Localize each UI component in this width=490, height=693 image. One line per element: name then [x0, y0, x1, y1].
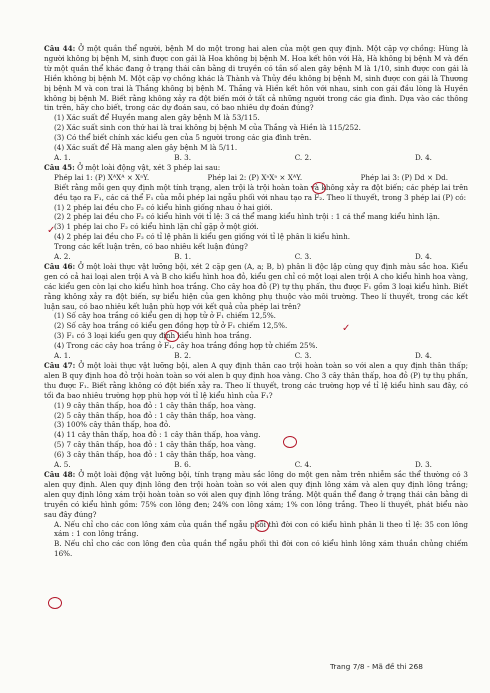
question-46: [44, 262, 468, 312]
question-48-text: Ở một loài động vật lưỡng bội, tính trạng màu sắc lông do một gen nằm trên nhiễm sắc thể thường có 3 alen quy định. Alen quy định lông đen trội hoàn toàn so với alen quy định lông xám và alen quy định lông trắng; alen quy định lông xám trội hoàn toàn so với alen quy định lông trắng. Một quần thể đang ở trạng thái cân bằng di truyền có kiểu hình gồm: 75% con lông đen; 24% con lông xám; 1% con lông trắng. Theo lí thuyết, phát biểu nào sau đây đúng?: [44, 469, 468, 519]
q47-item-4: (4) 11 cây thân thấp, hoa đỏ : 1 cây thân thấp, hoa vàng.: [54, 430, 261, 440]
q45-item-3: (3) 1 phép lai cho F₂ có kiểu hình lặn chỉ gặp ở một giới.: [54, 222, 259, 232]
q44-option-a: A. 1.: [54, 152, 71, 162]
question-44-label: Câu 44:: [44, 44, 76, 53]
pen-circle-q46: [283, 436, 297, 448]
q46-option-c: C. 3.: [294, 351, 312, 361]
q45-options: [44, 252, 468, 262]
q47-option-a: A. 5.: [54, 460, 71, 470]
q46-item-1: (1) Số cây hoa trắng có kiểu gen dị hợp tử ở F₁ chiếm 12,5%.: [54, 311, 276, 321]
pen-circle-q47: [255, 520, 269, 532]
q44-item-1: (1) Xác suất để Huyền mang alen gây bệnh M là 53/115.: [54, 113, 260, 123]
question-45-text: Ở một loài động vật, xét 3 phép lai sau:: [77, 162, 221, 172]
q46-option-a: A. 1.: [54, 351, 71, 361]
question-47: [44, 361, 468, 401]
q44-options: [44, 153, 468, 163]
q45-option-d: D. 4.: [415, 252, 432, 262]
q46-options: [44, 351, 468, 361]
question-45: [44, 163, 468, 173]
q47-item-1: (1) 9 cây thân thấp, hoa đỏ : 1 cây thân thấp, hoa vàng.: [54, 400, 256, 410]
q45-text-2: Biết rằng mỗi gen quy định một tính trạng, alen trội là trội hoàn toàn và không xảy ra đột biến; các phép lai trên đều tạo ra F₁, các cá thể F₁ của mỗi phép lai ngẫu phối với nhau tạo ra F₂. Theo lí thuyết, trong 3 phép lai (P) có:: [54, 182, 468, 202]
q45-cross-1: Phép lai 1: (P) XᴬXᴬ × XᵃY.: [54, 172, 150, 182]
question-47-label: Câu 47:: [44, 361, 76, 370]
question-48-label: Câu 48:: [44, 469, 76, 479]
q46-item-3: (3) F₁ có 3 loại kiểu gen quy định kiểu hình hoa trắng.: [54, 331, 252, 341]
pen-check-mark: ✓: [342, 323, 351, 334]
pen-check-mark-2: ✓: [47, 225, 56, 236]
q45-cross-2: Phép lai 2: (P) XᵃXᵃ × XᴬY.: [207, 172, 303, 182]
pen-circle-q48: [48, 597, 62, 609]
q45-item-1: (1) 2 phép lai đều cho F₂ có kiểu hình giống nhau ở hai giới.: [54, 202, 273, 212]
q46-option-b: B. 2.: [174, 351, 192, 361]
q47-options: [44, 460, 468, 470]
q45-option-b: B. 1.: [174, 252, 192, 262]
q46-option-d: D. 4.: [415, 351, 432, 361]
q44-item-3: (3) Có thể biết chính xác kiểu gen của 5 người trong các gia đình trên.: [54, 133, 312, 143]
pen-circle-q44: [312, 182, 326, 194]
exam-content: [44, 44, 468, 559]
q44-option-d: D. 4.: [415, 152, 432, 162]
question-44-text: Ở một quần thể người, bệnh M do một trong hai alen của một gen quy định. Một cặp vợ chồng: Hùng là người không bị bệnh M, sinh được con gái là Hoa không bị bệnh M. Hoa kết hôn với Hà, Hà không bị bệnh M và đến từ một quần thể khác đang ở trạng thái cân bằng di truyền có tần số alen gây bệnh M là 1/10, sinh được con gái là Hiền không bị bệnh M. Một cặp vợ chồng khác là Thành và Thủy đều không bị bệnh M, sinh được con gái là Thương bị bệnh M và con trai là Thắng không bị bệnh M. Thắng và Hiền kết hôn với nhau, sinh con gái đầu lòng là Huyền không bị bệnh M. Biết rằng không xảy ra đột biến mới ở tất cả những người trong các gia đình. Dựa vào các thông tin trên, hãy cho biết, trong các dự đoán sau, có bao nhiêu dự đoán đúng?: [44, 44, 468, 113]
pen-circle-q45: [165, 330, 179, 342]
q45-option-c: C. 3.: [294, 252, 312, 262]
q46-item-4: (4) Trong các cây hoa trắng ở F₁, cây hoa trắng đồng hợp tử chiếm 25%.: [54, 341, 318, 351]
question-48: [44, 470, 468, 520]
q44-option-b: B. 3.: [174, 152, 192, 162]
q45-option-a: A. 2.: [54, 252, 71, 262]
question-47-text: Ở một loài thực vật lưỡng bội, alen A quy định thân cao trội hoàn toàn so với alen a quy định thân thấp; alen B quy định hoa đỏ trội hoàn toàn so với alen b quy định hoa vàng. Cho 3 cây thân thấp, hoa đỏ (P) tự thụ phấn, thu được F₁. Biết rằng không có đột biến xảy ra. Theo lí thuyết, trong các trường hợp về tỉ lệ kiểu hình sau đây, có tối đa bao nhiêu trường hợp phù hợp với tỉ lệ kiểu hình của F₁?: [44, 361, 468, 400]
question-44: [44, 44, 468, 113]
q44-option-c: C. 2.: [294, 152, 312, 162]
q47-option-d: D. 3.: [415, 460, 432, 470]
q44-item-2: (2) Xác suất sinh con thứ hai là trai không bị bệnh M của Thắng và Hiền là 115/252.: [54, 123, 361, 133]
q47-item-2: (2) 5 cây thân thấp, hoa đỏ : 1 cây thân thấp, hoa vàng.: [54, 410, 256, 420]
q44-item-4: (4) Xác suất để Hà mang alen gây bệnh M là 5/11.: [54, 143, 238, 153]
page-footer: Trang 7/8 - Mã đề thi 268: [330, 662, 423, 671]
question-45-label: Câu 45:: [44, 162, 75, 172]
q48-option-b: B. Nếu chỉ cho các con lông đen của quần thể ngẫu phối thì đời con có kiểu hình lông xám thuần chủng chiếm 16%.: [54, 539, 468, 559]
question-46-label: Câu 46:: [44, 261, 76, 271]
q45-cross-3: Phép lai 3: (P) Dd × Dd.: [360, 172, 448, 182]
q45-item-2: (2) 2 phép lai đều cho F₂ có kiểu hình với tỉ lệ: 3 cá thể mang kiểu hình trội : 1 cá thể mang kiểu hình lặn.: [54, 212, 440, 222]
q47-option-c: C. 4.: [294, 460, 312, 470]
q48-option-a: A. Nếu chỉ cho các con lông xám của quần thể ngẫu phối thì đời con có kiểu hình phân li theo tỉ lệ: 35 con lông xám : 1 con lông trắng.: [54, 519, 468, 539]
q47-item-6: (6) 3 cây thân thấp, hoa đỏ : 1 cây thân thấp, hoa vàng.: [54, 450, 256, 460]
q46-item-2: (2) Số cây hoa trắng có kiểu gen đồng hợp tử ở F₁ chiếm 12,5%.: [54, 321, 288, 331]
q45-crosses: [44, 173, 468, 183]
q47-item-5: (5) 7 cây thân thấp, hoa đỏ : 1 cây thân thấp, hoa vàng.: [54, 440, 256, 450]
q47-item-3: (3) 100% cây thân thấp, hoa đỏ.: [54, 420, 171, 430]
q45-item-4: (4) 2 phép lai đều cho F₂ có tỉ lệ phân li kiểu gen giống với tỉ lệ phân li kiểu hình.: [54, 232, 351, 242]
q45-question: Trong các kết luận trên, có bao nhiêu kết luận đúng?: [54, 242, 248, 252]
question-46-text: Ở một loài thực vật lưỡng bội, xét 2 cặp gen (A, a; B, b) phân li độc lập cùng quy định màu sắc hoa. Kiểu gen có cả hai loại alen trội A và B cho kiểu hình hoa đỏ, kiểu gen chỉ có một loại alen trội A cho kiểu hình hoa vàng, các kiểu gen còn lại cho kiểu hình hoa trắng. Cho cây hoa đỏ (P) tự thụ phấn, thu được F₁ gồm 3 loại kiểu hình. Biết rằng không xảy ra đột biến, sự biểu hiện của gen không phụ thuộc vào môi trường. Theo lí thuyết, trong các kết luận sau, có bao nhiêu kết luận phù hợp với kết quả của phép lai trên?: [44, 261, 468, 311]
q47-option-b: B. 6.: [174, 460, 192, 470]
